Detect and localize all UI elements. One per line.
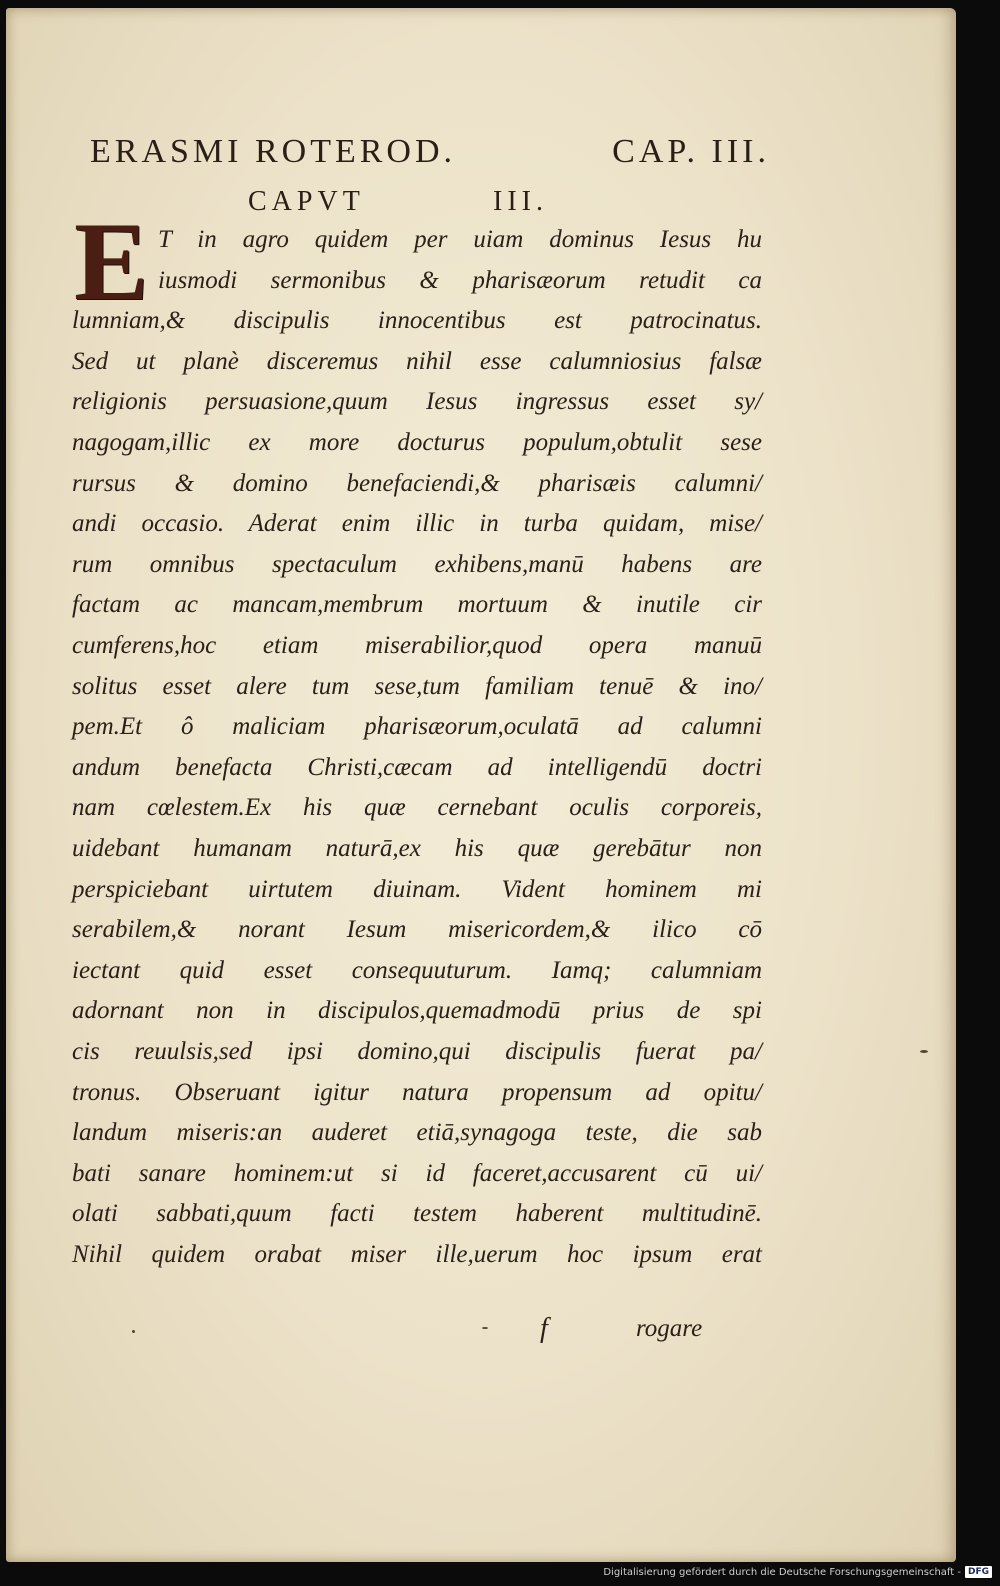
text-line: bati sanare hominem:ut si id faceret,accusarent cū ui/ bbox=[72, 1159, 762, 1187]
text-line: religionis persuasione,quum Iesus ingressus esset sy/ bbox=[72, 388, 762, 416]
text-line: iectant quid esset consequuturum. Iamq; calumniam bbox=[72, 956, 762, 984]
text-line: solitus esset alere tum sese,tum familiam tenuē & ino/ bbox=[72, 672, 762, 700]
paper-speck bbox=[482, 1327, 488, 1329]
chapter-title-word: CAPVT bbox=[248, 186, 365, 217]
text-line: lumniam,& discipulis innocentibus est patrocinatus. bbox=[72, 307, 762, 335]
text-line: olati sabbati,quum facti testem haberent multitudinē. bbox=[72, 1200, 762, 1228]
text-line: pem.Et ô maliciam pharisæorum,oculatā ad calumni bbox=[72, 713, 762, 741]
text-line: Sed ut planè disceremus nihil esse calumniosius falsæ bbox=[72, 347, 762, 375]
footer-credit: Digitalisierung gefördert durch die Deutsche Forschungsgemeinschaft - bbox=[603, 1566, 961, 1578]
text-line: iusmodi sermonibus & pharisæorum retudit ca bbox=[158, 266, 762, 294]
signature-mark: f bbox=[540, 1313, 548, 1344]
text-line: nagogam,illic ex more docturus populum,obtulit sese bbox=[72, 429, 762, 456]
text-line: cumferens,hoc etiam miserabilior,quod opera manuū bbox=[72, 632, 762, 659]
digitization-footer bbox=[603, 1566, 992, 1578]
text-line: rursus & domino benefaciendi,& pharisæis calumni/ bbox=[72, 469, 762, 497]
running-head-chapter: CAP. III. bbox=[612, 133, 770, 170]
chapter-title-number: III. bbox=[493, 186, 548, 217]
text-line: cis reuulsis,sed ipsi domino,qui discipulis fuerat pa/ bbox=[72, 1038, 762, 1065]
text-line: uidebant humanam naturā,ex his quæ gerebātur non bbox=[72, 835, 762, 862]
text-line: tronus. Obseruant igitur natura propensum ad opitu/ bbox=[72, 1078, 762, 1106]
text-line: adornant non in discipulos,quemadmodū prius de spi bbox=[72, 997, 762, 1025]
catchword: rogare bbox=[636, 1315, 703, 1342]
text-line: T in agro quidem per uiam dominus Iesus hu bbox=[158, 226, 762, 253]
text-line: andum benefacta Christi,cæcam ad intelligendū doctri bbox=[72, 753, 762, 781]
text-line: factam ac mancam,membrum mortuum & inutile cir bbox=[72, 591, 762, 619]
chapter-title bbox=[248, 186, 548, 218]
drop-cap: E bbox=[74, 200, 149, 324]
text-line: Nihil quidem orabat miser ille,uerum hoc ipsum erat bbox=[72, 1241, 762, 1268]
dfg-logo-icon: DFG bbox=[965, 1566, 992, 1578]
running-head-title: ERASMI ROTEROD. bbox=[90, 133, 457, 170]
paper-speck bbox=[132, 1330, 135, 1333]
running-head bbox=[90, 133, 770, 171]
text-line: nam cœlestem.Ex his quæ cernebant oculis corporeis, bbox=[72, 794, 762, 822]
text-line: rum omnibus spectaculum exhibens,manū habens are bbox=[72, 550, 762, 578]
text-line: andi occasio. Aderat enim illic in turba quidam, mise/ bbox=[72, 510, 762, 538]
paper-speck bbox=[920, 1050, 928, 1053]
text-line: landum miseris:an auderet etiā,synagoga teste, die sab bbox=[72, 1119, 762, 1147]
text-line: perspiciebant uirtutem diuinam. Vident hominem mi bbox=[72, 875, 762, 903]
text-line: serabilem,& norant Iesum misericordem,& ilico cō bbox=[72, 916, 762, 944]
